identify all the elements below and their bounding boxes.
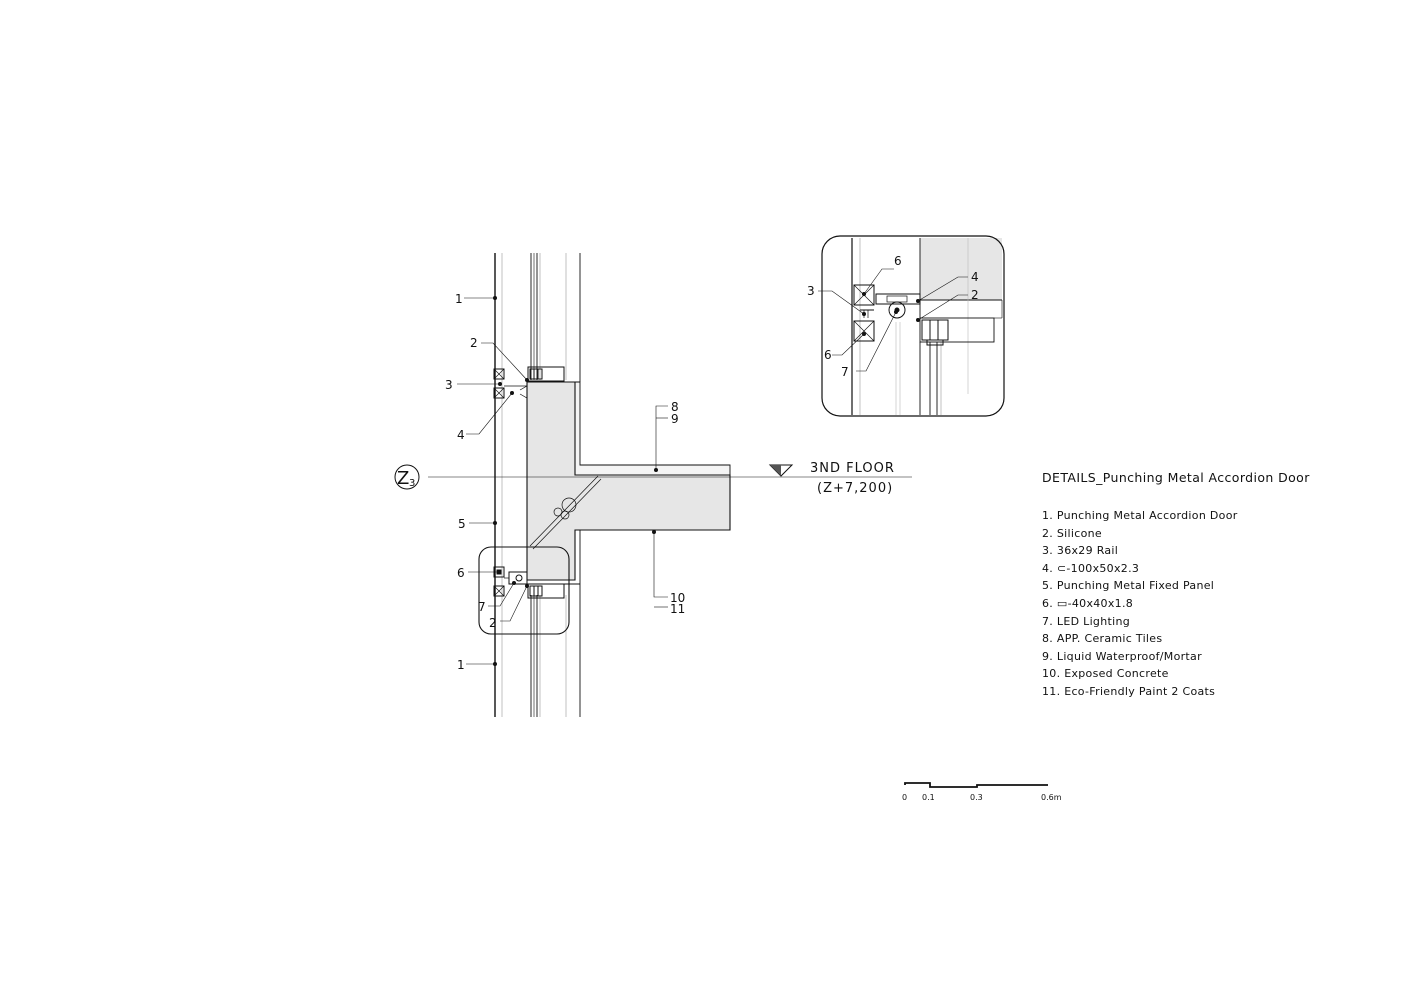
legend-item: 11. Eco-Friendly Paint 2 Coats (1042, 684, 1216, 698)
callout-label: 7 (478, 600, 486, 614)
legend-item: 7. LED Lighting (1042, 614, 1130, 628)
legend-item: 5. Punching Metal Fixed Panel (1042, 579, 1215, 593)
scale-bar (902, 783, 1062, 802)
legend-item: 8. APP. Ceramic Tiles (1042, 632, 1163, 646)
detail-leader-dots (862, 292, 920, 336)
enlarged-detail (822, 236, 1004, 416)
legend-item: 3. 36x29 Rail (1042, 544, 1119, 558)
legend-item: 10. Exposed Concrete (1042, 667, 1169, 681)
callout-label: 4 (971, 270, 979, 284)
grid-subscript: 3 (409, 478, 416, 489)
callout-label: 3 (807, 284, 815, 298)
legend-item: 1. Punching Metal Accordion Door (1042, 509, 1238, 522)
legend-item: 2. Silicone (1042, 526, 1102, 540)
scale-tick-label: 0.1 (922, 793, 935, 802)
callout-label: 8 (671, 400, 679, 414)
callout-label: 6 (894, 254, 902, 268)
callout-label: 5 (458, 517, 466, 531)
callout-label: 3 (445, 378, 453, 392)
legend-item: 4. ⊂-100x50x2.3 (1042, 561, 1140, 575)
scale-tick-label: 0 (902, 793, 908, 802)
callout-label: 9 (671, 412, 679, 426)
callout-label: 2 (971, 288, 979, 302)
callout-label: 11 (670, 602, 686, 616)
level-name: 3ND FLOOR (810, 461, 895, 476)
callout-label: 6 (824, 348, 832, 362)
callout-label: 2 (489, 616, 497, 630)
legend-item: 9. Liquid Waterproof/Mortar (1042, 649, 1202, 663)
scale-tick-label: 0.6m (1041, 793, 1062, 802)
legend-list (1042, 507, 1382, 701)
level-elevation: (Z+7,200) (817, 481, 894, 496)
legend-item: 6. ▭-40x40x1.8 (1042, 596, 1134, 610)
callout-label: 4 (457, 428, 465, 442)
grid-letter: Z (397, 468, 410, 489)
scale-tick-label: 0.3 (970, 793, 983, 802)
callout-label: 6 (457, 566, 465, 580)
legend-panel (1042, 470, 1382, 701)
callout-label: 2 (470, 336, 478, 350)
level-marker (770, 461, 895, 496)
main-section (479, 253, 730, 717)
drawing-title: DETAILS_Punching Metal Accordion Door (1042, 470, 1310, 485)
callout-label: 1 (457, 658, 465, 672)
callout-label: 7 (841, 365, 849, 379)
callout-label: 10 (670, 591, 686, 605)
callout-label: 1 (455, 292, 463, 306)
